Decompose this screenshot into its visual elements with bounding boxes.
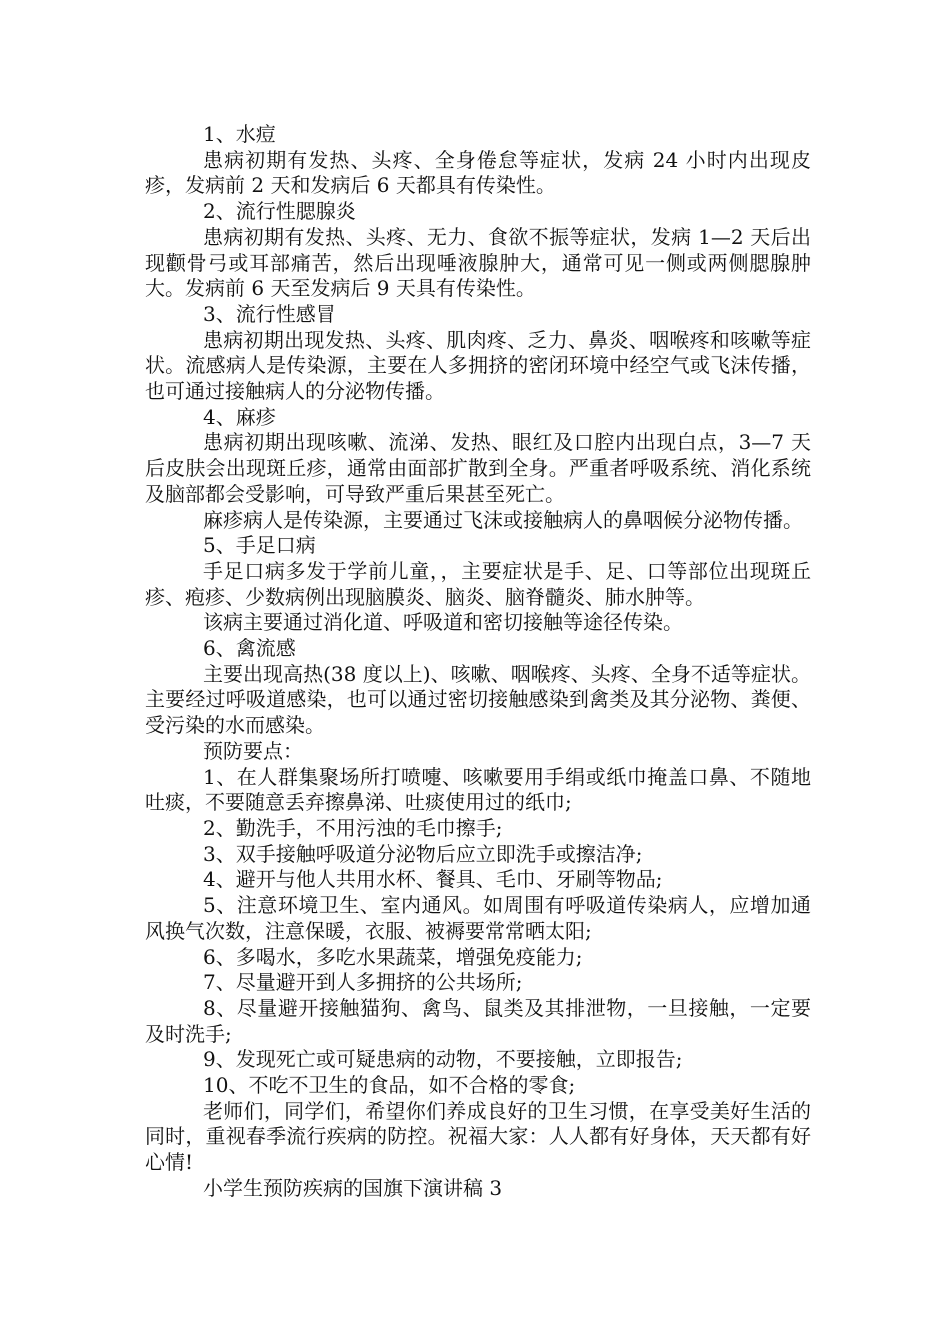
prevention-item-8: 8、尽量避开接触猫狗、禽鸟、鼠类及其排泄物，一旦接触，一定要及时洗手; xyxy=(145,995,811,1046)
section-heading-influenza: 3、流行性感冒 xyxy=(203,301,336,326)
paragraph-measles-symptoms: 患病初期出现咳嗽、流涕、发热、眼红及口腔内出现白点，3—7 天后皮肤会出现斑丘疹，通常由面部扩散到全身。严重者呼吸系统、消化系统及脑部都会受影响，可导致严重后果甚至死亡。 xyxy=(145,430,811,506)
document-body xyxy=(145,122,811,1202)
section-heading-mumps: 2、流行性腮腺炎 xyxy=(203,199,356,224)
prevention-item-10: 10、不吃不卫生的食品，如不合格的零食; xyxy=(203,1073,576,1098)
prevention-item-5: 5、注意环境卫生、室内通风。如周围有呼吸道传染病人，应增加通风换气次数，注意保暖，衣服、被褥要常常晒太阳; xyxy=(145,893,811,943)
prevention-item-1: 1、在人群集聚场所打喷嚏、咳嗽要用手绢或纸巾掩盖口鼻、不随地吐痰，不要随意丢弃擦鼻涕、吐痰使用过的纸巾; xyxy=(145,764,811,815)
paragraph-chickenpox: 患病初期有发热、头疼、全身倦怠等症状，发病 24 小时内出现皮疹，发病前 2 天和发病后 6 天都具有传染性。 xyxy=(145,147,811,198)
prevention-item-7: 7、尽量避开到人多拥挤的公共场所; xyxy=(203,970,523,995)
prevention-heading: 预防要点： xyxy=(203,738,303,763)
paragraph-measles-transmission: 麻疹病人是传染源，主要通过飞沫或接触病人的鼻咽候分泌物传播。 xyxy=(203,507,803,532)
paragraph-hfmd-symptoms: 手足口病多发于学前儿童，，主要症状是手、足、口等部位出现斑丘疹、疱疹、少数病例出现脑膜炎、脑炎、脑脊髓炎、肺水肿等。 xyxy=(145,558,811,609)
section-heading-hfmd: 5、手足口病 xyxy=(203,533,316,558)
prevention-item-9: 9、发现死亡或可疑患病的动物，不要接触，立即报告; xyxy=(203,1047,683,1072)
paragraph-mumps: 患病初期有发热、头疼、无力、食欲不振等症状，发病 1—2 天后出现颧骨弓或耳部痛苦，然后出现唾液腺肿大，通常可见一侧或两侧腮腺肿大。发病前 6 天至发病后 9 天具有传染性。 xyxy=(145,224,811,301)
paragraph-influenza: 患病初期出现发热、头疼、肌肉疼、乏力、鼻炎、咽喉疼和咳嗽等症状。流感病人是传染源，主要在人多拥挤的密闭环境中经空气或飞沫传播，也可通过接触病人的分泌物传播。 xyxy=(145,327,811,404)
closing-paragraph: 老师们，同学们，希望你们养成良好的卫生习惯，在享受美好生活的同时，重视春季流行疾病的防控。祝福大家：人人都有好身体，天天都有好心情! xyxy=(145,1098,811,1175)
section-heading-chickenpox: 1、水痘 xyxy=(203,122,276,146)
next-speech-title: 小学生预防疾病的国旗下演讲稿 3 xyxy=(203,1175,503,1200)
section-heading-avian-flu: 6、禽流感 xyxy=(203,636,296,661)
paragraph-avian-flu: 主要出现高热(38 度以上)、咳嗽、咽喉疼、头疼、全身不适等症状。主要经过呼吸道感染，也可以通过密切接触感染到禽类及其分泌物、粪便、受污染的水而感染。 xyxy=(145,661,811,738)
section-heading-measles: 4、麻疹 xyxy=(203,404,276,429)
prevention-item-4: 4、避开与他人共用水杯、餐具、毛巾、牙刷等物品; xyxy=(203,867,663,892)
paragraph-hfmd-transmission: 该病主要通过消化道、呼吸道和密切接触等途径传染。 xyxy=(203,610,683,635)
prevention-item-2: 2、勤洗手，不用污浊的毛巾擦手; xyxy=(203,815,503,840)
prevention-item-3: 3、双手接触呼吸道分泌物后应立即洗手或擦洁净; xyxy=(203,841,643,866)
prevention-item-6: 6、多喝水，多吃水果蔬菜，增强免疫能力; xyxy=(203,944,583,969)
